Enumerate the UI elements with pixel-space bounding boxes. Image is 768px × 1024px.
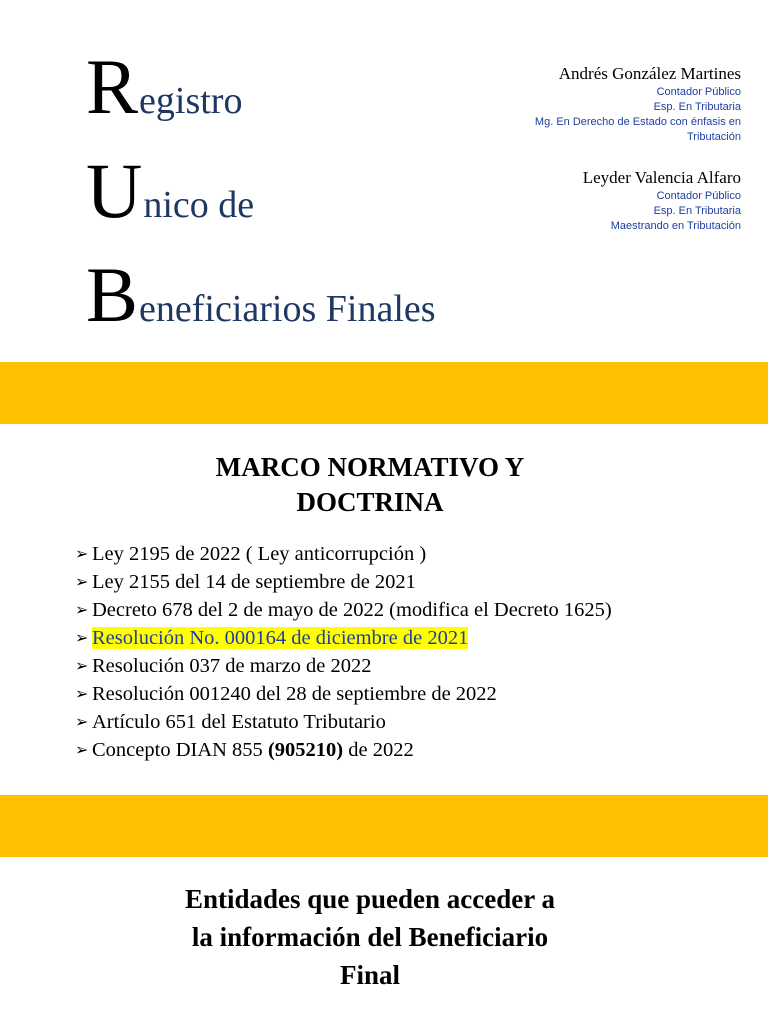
author-credential: Mg. En Derecho de Estado con énfasis en (534, 116, 741, 128)
list-item-text-pre: Concepto DIAN 855 (92, 739, 268, 761)
divider-band-top (0, 362, 768, 424)
section-title-line: la información del Beneficiario (191, 922, 549, 952)
list-item-highlighted (75, 624, 612, 652)
list-item (75, 596, 612, 624)
section-title-line: DOCTRINA (296, 487, 444, 517)
arrow-bullet-icon: ➢ (75, 712, 89, 731)
regulation-list (75, 540, 612, 764)
author-name: Leyder Valencia Alfaro (582, 168, 741, 187)
title-initial-u: U (86, 147, 143, 234)
author-credential: Tributación (686, 131, 741, 143)
author-1 (421, 63, 741, 145)
section-title-line: Entidades que pueden acceder a (184, 884, 556, 914)
list-item-text-post: de 2022 (343, 739, 414, 761)
author-credential: Contador Público (656, 190, 741, 202)
list-item-text: Ley 2195 de 2022 ( Ley anticorrupción ) (92, 543, 427, 565)
title-initial-r: R (86, 43, 139, 130)
list-item (75, 652, 612, 680)
arrow-bullet-icon: ➢ (75, 572, 89, 591)
author-credential: Contador Público (656, 86, 741, 98)
arrow-bullet-icon: ➢ (75, 600, 89, 619)
list-item (75, 540, 612, 568)
list-item-text-bold: (905210) (267, 739, 344, 761)
highlighted-text: Resolución No. 000164 de diciembre de 2021 (92, 627, 469, 649)
list-item-text: Artículo 651 del Estatuto Tributario (92, 711, 386, 733)
author-credential: Esp. En Tributaria (653, 205, 741, 217)
list-item (75, 736, 612, 764)
arrow-bullet-icon: ➢ (75, 656, 89, 675)
list-item-text: Resolución 001240 del 28 de septiembre de 2022 (92, 683, 497, 705)
section-title-line: Final (339, 960, 400, 990)
authors-block (421, 63, 741, 256)
list-item-text: Resolución 037 de marzo de 2022 (92, 655, 372, 677)
list-item-text: Decreto 678 del 2 de mayo de 2022 (modifica el Decreto 1625) (92, 599, 612, 621)
section-title-line: MARCO NORMATIVO Y (215, 452, 525, 482)
author-name: Andrés González Martines (558, 64, 741, 83)
title-line-beneficiarios (86, 251, 526, 360)
section-title-entidades (0, 880, 740, 994)
author-2 (421, 167, 741, 234)
author-credential: Maestrando en Tributación (610, 220, 741, 232)
title-word-unico: nico de (143, 184, 255, 226)
arrow-bullet-icon: ➢ (75, 544, 89, 563)
list-item (75, 680, 612, 708)
title-word-beneficiarios: eneficiarios Finales (139, 288, 436, 330)
title-initial-b: B (86, 251, 139, 338)
arrow-bullet-icon: ➢ (75, 628, 89, 647)
author-credential: Esp. En Tributaria (653, 101, 741, 113)
list-item-text: Ley 2155 del 14 de septiembre de 2021 (92, 571, 416, 593)
arrow-bullet-icon: ➢ (75, 684, 89, 703)
list-item (75, 708, 612, 736)
title-word-registro: egistro (139, 80, 243, 122)
list-item (75, 568, 612, 596)
arrow-bullet-icon: ➢ (75, 740, 89, 759)
divider-band-bottom (0, 795, 768, 857)
section-title-marco-normativo (0, 450, 740, 520)
